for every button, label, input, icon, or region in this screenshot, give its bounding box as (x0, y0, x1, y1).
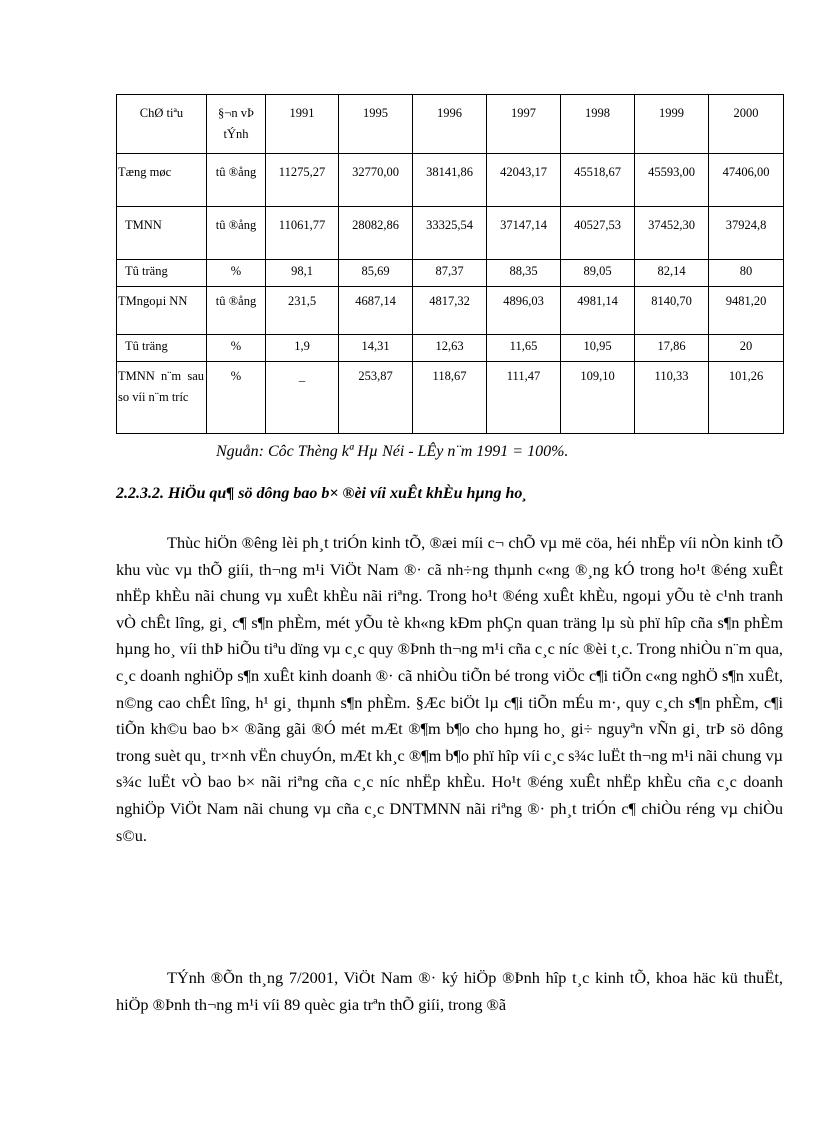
header-cell: 1995 (339, 95, 413, 154)
row-label: TMNN (117, 207, 207, 260)
value-cell: 47406,00 (709, 154, 784, 207)
value-cell: 85,69 (339, 260, 413, 287)
value-cell: 12,63 (413, 335, 487, 362)
unit-cell: tû ®ång (207, 207, 266, 260)
header-cell: §¬n vÞ tÝnh (207, 95, 266, 154)
table-row (117, 335, 784, 362)
value-cell: 82,14 (635, 260, 709, 287)
row-label: TMNN n¨m sau so víi n¨m tríc (117, 362, 207, 434)
value-cell: 4896,03 (487, 287, 561, 335)
value-cell: 101,26 (709, 362, 784, 434)
header-cell: 1998 (561, 95, 635, 154)
value-cell: 32770,00 (339, 154, 413, 207)
unit-cell: % (207, 335, 266, 362)
value-cell: _ (266, 362, 339, 434)
value-cell: 33325,54 (413, 207, 487, 260)
value-cell: 89,05 (561, 260, 635, 287)
value-cell: 4817,32 (413, 287, 487, 335)
value-cell: 4981,14 (561, 287, 635, 335)
header-cell: 1999 (635, 95, 709, 154)
header-cell: 1997 (487, 95, 561, 154)
value-cell: 1,9 (266, 335, 339, 362)
table-header-row (117, 95, 784, 154)
value-cell: 11061,77 (266, 207, 339, 260)
value-cell: 253,87 (339, 362, 413, 434)
value-cell: 20 (709, 335, 784, 362)
value-cell: 14,31 (339, 335, 413, 362)
value-cell: 10,95 (561, 335, 635, 362)
value-cell: 98,1 (266, 260, 339, 287)
value-cell: 11275,27 (266, 154, 339, 207)
value-cell: 88,35 (487, 260, 561, 287)
header-cell: 2000 (709, 95, 784, 154)
table-row (117, 207, 784, 260)
unit-cell: tû ®ång (207, 154, 266, 207)
value-cell: 231,5 (266, 287, 339, 335)
row-label: Tû träng (117, 335, 207, 362)
unit-cell: % (207, 260, 266, 287)
value-cell: 87,37 (413, 260, 487, 287)
body-paragraph: Thùc hiÖn ®êng lèi ph¸t triÓn kinh tÕ, ®æi míi c¬ chÕ vµ më cöa, héi nhËp víi nÒn kinh tÕ khu vùc vµ thÕ giíi, th¬ng m¹i ViÖt Nam ®· cã nh÷ng thµnh c«ng ®¸ng kÓ trong ho¹t ®éng xuÊt nhËp khÈu nãi chung vµ xuÊt khÈu nãi riªng. Trong ho¹t ®éng xuÊt khÈu, ngoµi yÕu tè c¹nh tranh vÒ chÊt lîng, gi¸ c¶ s¶n phÈm, mét yÕu tè kh«ng kÐm phÇn quan träng lµ sù phï hîp cña s¶n phÈm hµng ho¸ víi thÞ hiÕu tiªu dïng vµ c¸c quy ®Þnh th¬ng m¹i cña c¸c níc ®èi t¸c. Trong nhiÒu n¨m qua, c¸c doanh nghiÖp s¶n xuÊt kinh doanh ®· cã nhiÒu tiÕn bé trong viÖc c¶i tiÕn c«ng nghÖ s¶n xuÊt, n©ng cao chÊt lîng, h¹ gi¸ thµnh s¶n phÈm. §Æc biÖt lµ c¶i tiÕn mÉu m·, quy c¸ch s¶n phÈm, c¶i tiÕn kh©u bao b× ®ãng gãi ®Ó mét mÆt ®¶m b¶o cho hµng ho¸ gi÷ nguyªn vÑn gi¸ trÞ sö dông trong suèt qu¸ tr×nh vËn chuyÓn, mÆt kh¸c ®¶m b¶o phï hîp víi c¸c s¾c luËt th¬ng m¹i nãi chung vµ s¾c luËt vÒ bao b× nãi riªng cña c¸c níc nhËp khÈu. Ho¹t ®éng xuÊt nhËp khÈu cña c¸c doanh nghiÖp ViÖt Nam nãi chung vµ cña c¸c DNTMNN nãi riªng ®· ph¸t triÓn c¶ chiÒu réng vµ chiÒu s©u. (116, 533, 783, 845)
value-cell: 8140,70 (635, 287, 709, 335)
table-source-caption: Nguån: Côc Thèng kª Hµ Néi - LÊy n¨m 1991 = 100%. (216, 443, 569, 460)
value-cell: 37924,8 (709, 207, 784, 260)
table-row (117, 260, 784, 287)
value-cell: 17,86 (635, 335, 709, 362)
value-cell: 109,10 (561, 362, 635, 434)
value-cell: 118,67 (413, 362, 487, 434)
row-label: Tû träng (117, 260, 207, 287)
value-cell: 80 (709, 260, 784, 287)
value-cell: 40527,53 (561, 207, 635, 260)
header-cell: 1996 (413, 95, 487, 154)
value-cell: 11,65 (487, 335, 561, 362)
value-cell: 111,47 (487, 362, 561, 434)
table-row (117, 287, 784, 335)
value-cell: 42043,17 (487, 154, 561, 207)
value-cell: 38141,86 (413, 154, 487, 207)
value-cell: 37147,14 (487, 207, 561, 260)
value-cell: 45518,67 (561, 154, 635, 207)
value-cell: 28082,86 (339, 207, 413, 260)
table-row (117, 362, 784, 434)
header-cell: ChØ tiªu (117, 95, 207, 154)
section-heading: 2.2.3.2. HiÖu qu¶ sö dông bao b× ®èi víi xuÊt khÈu hµng ho¸ (116, 485, 528, 502)
value-cell: 110,33 (635, 362, 709, 434)
table-row (117, 154, 784, 207)
value-cell: 9481,20 (709, 287, 784, 335)
value-cell: 45593,00 (635, 154, 709, 207)
value-cell: 4687,14 (339, 287, 413, 335)
unit-cell: tû ®ång (207, 287, 266, 335)
value-cell: 37452,30 (635, 207, 709, 260)
body-paragraph: TÝnh ®Õn th¸ng 7/2001, ViÖt Nam ®· ký hiÖp ®Þnh hîp t¸c kinh tÕ, khoa häc kü thuËt, hiÖp ®Þnh th¬ng m¹i víi 89 quèc gia trªn thÕ giíi, trong ®ã (116, 968, 783, 1014)
row-label: TMngoµi NN (117, 287, 207, 335)
statistics-table (116, 94, 784, 434)
header-cell: 1991 (266, 95, 339, 154)
row-label: Tæng møc (117, 154, 207, 207)
unit-cell: % (207, 362, 266, 434)
